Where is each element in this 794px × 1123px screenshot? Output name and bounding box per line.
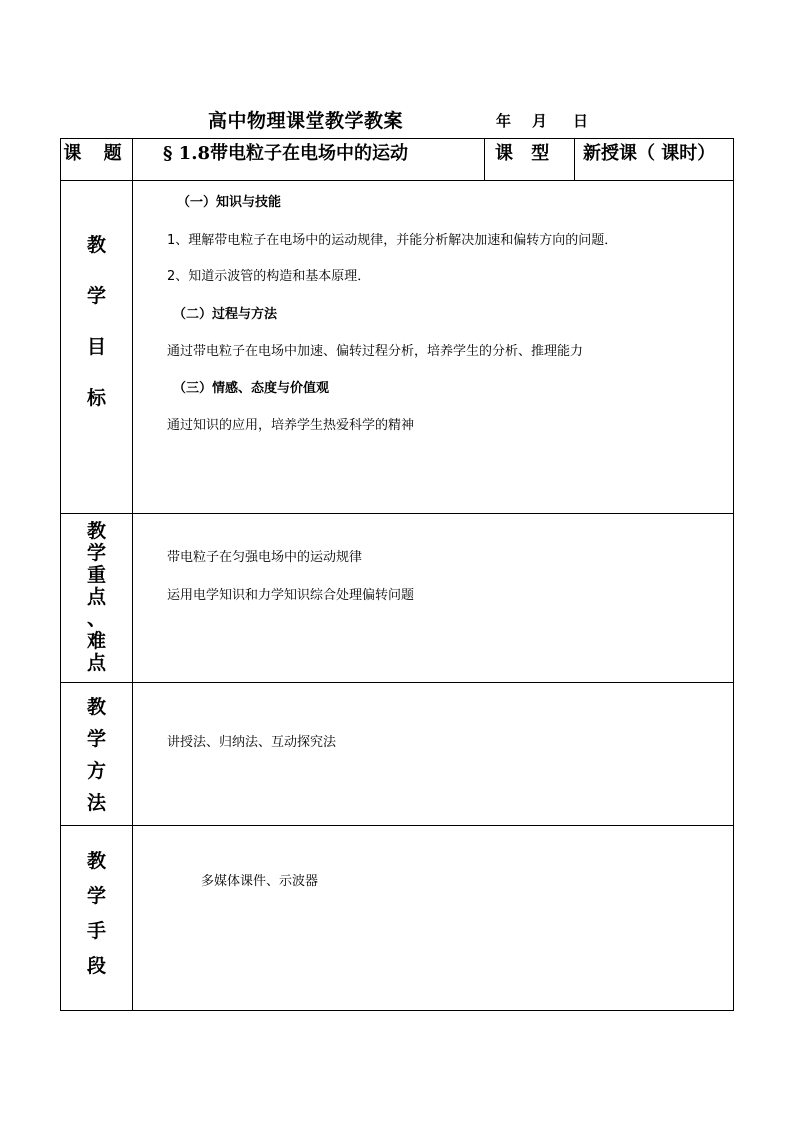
side-char: 点 xyxy=(86,586,106,608)
method-text: 讲授法、归纳法、互动探究法 xyxy=(167,735,337,750)
side-char: 学 xyxy=(86,728,106,750)
objective-section-title: （一）知识与技能 xyxy=(177,195,282,210)
lesson-plan-sheet xyxy=(60,138,733,977)
methods-content xyxy=(133,683,734,826)
side-char: 学 xyxy=(86,885,106,907)
lesson-plan-table xyxy=(60,138,734,1011)
side-char: 手 xyxy=(86,920,106,942)
objectives-side-label xyxy=(61,181,133,514)
side-char: 点 xyxy=(86,652,106,674)
side-char: 教 xyxy=(86,520,106,542)
side-char: 教 xyxy=(86,234,106,256)
date-year-label: 年 xyxy=(496,112,512,130)
means-row xyxy=(61,826,734,1011)
topic-label: 课 题 xyxy=(61,139,133,181)
key-point-text: 带电粒子在匀强电场中的运动规律 xyxy=(167,550,363,565)
key-points-side-label xyxy=(61,514,133,683)
side-char: 标 xyxy=(86,387,106,409)
side-char: 难 xyxy=(86,630,106,652)
date-month-label: 月 xyxy=(532,112,548,130)
topic-row xyxy=(61,139,734,181)
side-char: 学 xyxy=(86,542,106,564)
objectives-row xyxy=(61,181,734,514)
side-char: 方 xyxy=(86,760,106,782)
methods-side-label xyxy=(61,683,133,826)
objectives-content xyxy=(133,181,734,514)
means-text: 多媒体课件、示波器 xyxy=(201,874,319,889)
key-point-text: 运用电学知识和力学知识综合处理偏转问题 xyxy=(167,588,415,603)
page-title: 高中物理课堂教学教案 xyxy=(208,110,404,132)
side-char: 重 xyxy=(86,564,106,586)
objective-text: 通过带电粒子在电场中加速、偏转过程分析，培养学生的分析、推理能力 xyxy=(167,344,584,359)
objective-item: 2、知道示波管的构造和基本原理． xyxy=(167,269,371,284)
title-line xyxy=(0,104,794,134)
objective-section-title: （三）情感、态度与价值观 xyxy=(173,381,330,396)
side-char: 目 xyxy=(86,336,106,358)
means-content xyxy=(133,826,734,1011)
topic-value: § 1.8带电粒子在电场中的运动 xyxy=(133,139,485,181)
methods-row xyxy=(61,683,734,826)
key-points-content xyxy=(133,514,734,683)
side-char: 法 xyxy=(86,792,106,814)
side-char: 段 xyxy=(86,955,106,977)
date-day-label: 日 xyxy=(573,112,589,130)
lesson-type-label: 课 型 xyxy=(485,139,575,181)
lesson-type-value: 新授课（ 课时） xyxy=(575,139,734,181)
side-char: 教 xyxy=(86,850,106,872)
side-char: 学 xyxy=(86,285,106,307)
objective-text: 通过知识的应用，培养学生热爱科学的精神 xyxy=(167,418,415,433)
key-points-row xyxy=(61,514,734,683)
side-char: 、 xyxy=(86,608,106,630)
means-side-label xyxy=(61,826,133,1011)
objective-section-title: （二）过程与方法 xyxy=(173,307,278,322)
objective-item: 1、理解带电粒子在电场中的运动规律，并能分析解决加速和偏转方向的问题． xyxy=(167,233,618,248)
side-char: 教 xyxy=(86,696,106,718)
